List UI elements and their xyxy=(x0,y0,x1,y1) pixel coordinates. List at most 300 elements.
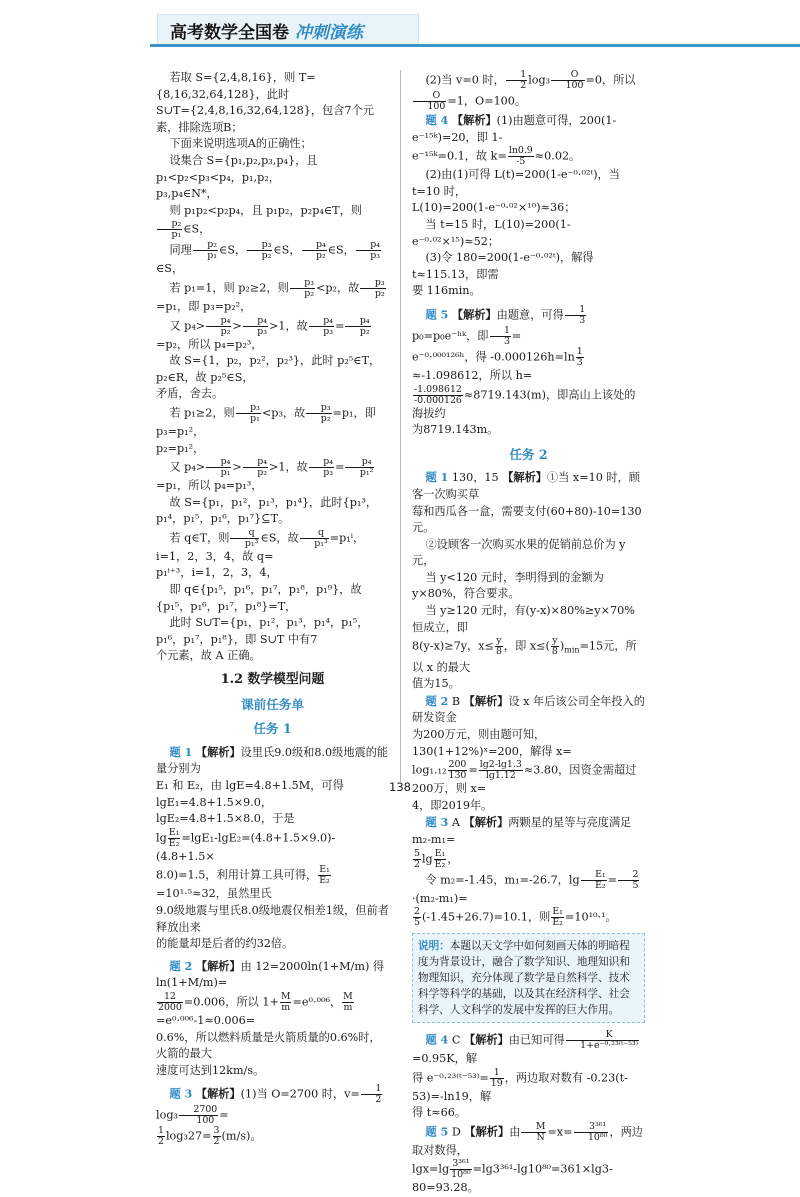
fraction xyxy=(581,870,607,891)
frac-den: 2 xyxy=(414,858,420,870)
question-label: 题 5 xyxy=(425,1124,449,1139)
text-line xyxy=(156,457,389,495)
frac-num: O xyxy=(551,70,584,81)
note-box xyxy=(412,933,645,1023)
fraction xyxy=(490,1068,504,1089)
frac-den: E₂ xyxy=(319,875,330,887)
header-title-main: 高考数学全国卷 xyxy=(170,23,289,43)
frac-num: q xyxy=(230,528,259,539)
frac-num: y xyxy=(552,635,558,647)
fraction xyxy=(206,316,231,337)
frac-den: p₂ xyxy=(220,325,231,337)
frac-num: p₃ xyxy=(290,278,315,289)
frac-num: p₃ xyxy=(247,240,272,251)
text-span: = xyxy=(335,460,345,474)
frac-den: p₂ xyxy=(374,287,385,299)
frac-den: 130 xyxy=(448,770,467,782)
question-label: 题 4 xyxy=(425,113,449,127)
question-label: 题 5 xyxy=(425,307,449,322)
fraction xyxy=(168,828,181,849)
frac-num: p₄ xyxy=(345,316,370,327)
text-span: 若 p₁=1，则 p₂≥2，则 xyxy=(169,281,289,295)
text-line xyxy=(412,907,645,928)
frac-num: E₁ xyxy=(552,906,563,918)
frac-num: p₂ xyxy=(193,240,218,251)
question-line xyxy=(156,744,389,778)
fraction xyxy=(290,278,315,299)
note-text: 本题以天文学中如何刻画天体的明暗程度为背景设计，融合了数学知识、地理知识和物理知识，充分体现了数学是自然科学、技术科学等科学的基础，以及其在经济科学、社会科学、人文科学的发展中发挥的巨大作用。 xyxy=(418,940,630,1017)
frac-num: ln0.9 xyxy=(508,145,533,157)
text-span: 得 e⁻⁰·²³⁽ᵗ⁻⁵³⁾= xyxy=(412,1071,489,1085)
text-span: =10¹·⁵≈32，虽然里氏 xyxy=(156,887,272,901)
text-span: =p₂，所以 p₄=p₂³， xyxy=(156,337,263,351)
text-span: ①当 x=10 时，顾客一次购买草 xyxy=(412,471,640,501)
frac-den: -0.000126 xyxy=(414,394,462,406)
frac-den: p₁³ xyxy=(314,537,328,549)
text-line xyxy=(412,849,645,870)
task-heading: 课前任务单 xyxy=(241,696,304,712)
answer-text: C xyxy=(451,1033,461,1047)
text-line: 0.6%，所以燃料质量是火箭质量的0.6%时，火箭的最大 xyxy=(156,1030,381,1061)
frac-num: p₄ xyxy=(309,316,334,327)
frac-den: 100 xyxy=(427,101,446,112)
text-span: = xyxy=(468,763,478,777)
section-heading: 1.2 数学模型问题 xyxy=(220,672,325,688)
text-span: = xyxy=(219,1108,229,1122)
frac-num: E₁ xyxy=(319,864,330,876)
text-span: > xyxy=(232,319,242,333)
frac-den: p₁ xyxy=(207,250,218,262)
frac-num: 3³⁶¹ xyxy=(450,1159,471,1170)
text-span: =0.95K，解 xyxy=(412,1052,478,1066)
fraction xyxy=(413,907,421,928)
question-line xyxy=(412,1030,645,1068)
text-span: (1)当 O=2700 时，v= xyxy=(240,1087,360,1101)
text-span: 同理 xyxy=(169,243,192,257)
text-span: 设 x 年后该公司全年投入的研发资金 xyxy=(412,694,645,725)
frac-num: M xyxy=(521,1122,546,1133)
frac-den: p₁² xyxy=(359,467,374,479)
text-line: 故 S={p₁，p₁²，p₁³，p₁⁴}，此时{p₁³，p₁⁴，p₁⁵，p₁⁶，p₁⁷}⊆T。 xyxy=(156,495,378,526)
frac-den: 3 xyxy=(503,335,510,347)
fraction xyxy=(479,760,523,781)
frac-den: 100 xyxy=(196,1115,215,1127)
left-column xyxy=(156,70,389,1147)
frac-den: p₃ xyxy=(323,325,334,337)
question-label: 题 4 xyxy=(425,1032,449,1047)
text-line: 要 116min。 xyxy=(412,284,481,298)
fraction xyxy=(618,870,639,891)
fraction xyxy=(157,992,183,1013)
frac-den: m xyxy=(281,1001,291,1013)
frac-num: p₄ xyxy=(345,457,374,468)
frac-den: 10⁸⁰ xyxy=(587,1131,608,1143)
question-label: 题 3 xyxy=(169,1086,193,1101)
text-line xyxy=(412,1159,645,1197)
text-line: 矛盾，舍去。 xyxy=(156,387,224,401)
text-span: 若 q∈T，则 xyxy=(169,531,230,545)
text-span: ， xyxy=(447,852,459,866)
text-line: 的能量却是后者的约32倍。 xyxy=(156,937,294,951)
text-span: ∈S， xyxy=(156,262,184,276)
text-line xyxy=(156,403,389,441)
frac-num: p₃ xyxy=(236,403,261,414)
text-span: =p₁，所以 p₄=p₁³， xyxy=(156,479,263,493)
text-span: ≈0.02。 xyxy=(534,149,581,163)
text-line: lgE₂=4.8+1.5×8.0，于是 xyxy=(156,812,295,826)
frac-num: p₄ xyxy=(206,316,231,327)
fraction xyxy=(413,91,446,112)
text-span: 又 p₄> xyxy=(169,319,206,333)
text-line xyxy=(156,316,389,354)
frac-num: 1 xyxy=(506,70,527,81)
frac-den: 5 xyxy=(414,917,420,929)
text-span: = xyxy=(335,319,345,333)
analysis-tag: 【解析】 xyxy=(464,1124,510,1139)
fraction xyxy=(356,240,381,261)
right-column xyxy=(412,70,645,1197)
fraction xyxy=(318,865,331,886)
header-title-accent: 冲刺演练 xyxy=(294,23,363,43)
text-line xyxy=(156,203,389,241)
text-span: =p₁ⁱ，i=1，2，3，4，故 q= xyxy=(156,531,365,563)
text-line: 设集合 S={p₁,p₂,p₃,p₄}，且 p₁<p₂<p₃<p₄，p₁,p₂， xyxy=(156,153,318,184)
page-header xyxy=(0,0,800,56)
frac-num: p₂ xyxy=(157,219,182,230)
frac-den: 3 xyxy=(576,356,583,368)
text-line: 个元素，故 A 正确。 xyxy=(156,649,261,663)
fraction xyxy=(413,849,421,870)
subscript: min xyxy=(564,645,580,655)
fraction xyxy=(508,146,534,167)
frac-num: lg2-lg1.3 xyxy=(479,759,522,771)
text-span: = xyxy=(607,873,618,887)
text-span: 两颗星的星等与亮度满足 m₂-m₁= xyxy=(412,816,632,846)
text-line xyxy=(412,870,645,908)
fraction xyxy=(345,457,374,478)
text-span: ∈S， xyxy=(273,243,301,257)
text-span: 则 p₁p₂<p₂p₄，且 p₁p₂，p₂p₄∈T，则 xyxy=(169,203,362,217)
frac-num: y xyxy=(496,635,502,647)
frac-num: 2700 xyxy=(179,1105,218,1116)
question-label: 题 3 xyxy=(425,815,449,830)
text-span: 8.0)=1.5，利用计算工具可得， xyxy=(156,868,318,882)
analysis-tag: 【解析】 xyxy=(463,693,509,708)
answer-text: D xyxy=(451,1125,461,1139)
text-span: <p₂，故 xyxy=(315,281,360,295)
fraction xyxy=(361,1084,382,1105)
frac-den: lg1.12 xyxy=(485,770,516,782)
fraction xyxy=(551,70,584,91)
text-line: E₁ 和 E₂，由 lgE=4.8+1.5M，可得 lgE₁=4.8+1.5×9.0， xyxy=(156,779,344,809)
text-span: 由 xyxy=(509,1125,521,1139)
fraction xyxy=(521,1122,546,1143)
text-span: ∈S，故 xyxy=(260,531,299,545)
text-span: >1，故 xyxy=(268,319,308,333)
frac-num: p₄ xyxy=(356,240,381,251)
text-span: (-1.45+26.7)=10.1，则 xyxy=(421,910,551,924)
text-span: ≈8719.143(m)，即高山上该处的海拔约 xyxy=(412,388,636,420)
fraction xyxy=(243,457,268,478)
answer-text: 130，15 xyxy=(451,471,499,485)
frac-num: K xyxy=(566,1030,639,1041)
frac-den: p₂ xyxy=(320,412,331,424)
text-span: log₃27= xyxy=(165,1129,212,1143)
text-span: ，即 x≤ xyxy=(503,639,546,653)
frac-den: p₁ xyxy=(220,467,231,479)
text-line: (2)由(1)可得 L(t)=200(1-e⁻⁰·⁰²ᵗ)，当 t=10 时， xyxy=(412,168,620,198)
frac-num: p₄ xyxy=(302,240,327,251)
question-line xyxy=(412,814,645,848)
text-span: =10¹⁰·¹。 xyxy=(564,910,617,924)
frac-den: p₂ xyxy=(257,467,267,479)
fraction xyxy=(280,992,292,1013)
frac-num: M xyxy=(280,990,291,1002)
question-line xyxy=(412,469,645,503)
text-span: =0，所以 xyxy=(585,73,636,87)
fraction xyxy=(360,278,385,299)
fraction xyxy=(342,992,354,1013)
text-line xyxy=(156,1126,389,1147)
text-line xyxy=(412,1068,645,1106)
text-line: 值为15。 xyxy=(412,677,460,691)
frac-num: 2 xyxy=(618,870,639,881)
text-span: 由题意，可得 xyxy=(496,308,564,322)
frac-num: 1 xyxy=(361,1084,382,1095)
text-span: =lg3³⁶¹-lg10⁸⁰=361×lg3-80=93.28。 xyxy=(412,1162,613,1195)
analysis-tag: 【解析】 xyxy=(451,307,497,322)
question-line xyxy=(412,693,645,727)
fraction xyxy=(551,907,564,928)
frac-num: p₄ xyxy=(206,457,231,468)
text-span: 由 12=2000ln(1+M/m) 得 ln(1+M/m)= xyxy=(156,959,385,990)
text-line xyxy=(156,278,389,316)
fraction xyxy=(247,240,272,261)
text-line xyxy=(412,70,645,112)
fraction xyxy=(434,849,447,870)
fraction xyxy=(206,457,231,478)
frac-den: N xyxy=(536,1131,545,1143)
frac-den: p₃ xyxy=(323,467,334,479)
frac-den: 19 xyxy=(490,1077,503,1089)
frac-den: 100 xyxy=(565,80,584,91)
frac-den: p₃ xyxy=(257,325,267,337)
question-line xyxy=(156,958,389,992)
fraction xyxy=(193,240,218,261)
analysis-tag: 【解析】 xyxy=(195,744,241,759)
text-span: e⁻⁰·⁰⁰⁰¹²⁶ʰ，得 -0.000126h=ln xyxy=(412,350,575,364)
frac-num: 1 xyxy=(490,1068,504,1079)
fraction xyxy=(236,403,261,424)
text-span: 由已知可得 xyxy=(508,1033,565,1047)
text-span: ≈-1.098612，所以 h= xyxy=(412,368,533,382)
text-line: p₂=p₁²， xyxy=(156,441,205,455)
frac-num: M xyxy=(343,990,353,1002)
task-heading: 任务 2 xyxy=(509,446,548,462)
frac-den: 8 xyxy=(495,646,502,658)
text-line xyxy=(156,528,389,566)
frac-den: 2 xyxy=(213,1136,220,1148)
analysis-tag: 【解析】 xyxy=(195,958,241,973)
fraction xyxy=(565,305,586,326)
text-span: 设里氏9.0级和8.0级地震的能量分别为 xyxy=(156,745,389,776)
frac-den: 3 xyxy=(579,314,586,326)
text-span: (m/s)。 xyxy=(221,1129,262,1143)
question-line xyxy=(412,112,645,146)
frac-den: p₂ xyxy=(304,287,314,299)
text-line: lg $\frac{\text{E₁}}{\text{E₂}}$ =lgE₁-lgE₂=(4.8+1.5×9.0)-(4.8+1.5× xyxy=(156,826,336,863)
text-line: L(10)=200(1-e⁻⁰·⁰²×¹⁰)≈36； xyxy=(412,201,576,215)
text-line: 速度可达到12km/s。 xyxy=(156,1063,265,1077)
frac-num: 200 xyxy=(448,759,467,771)
frac-num: O xyxy=(413,91,446,102)
text-span: (1)由题意可得，200(1-e⁻¹⁵ᵏ)=20，即 1- xyxy=(412,114,617,144)
fraction xyxy=(157,1126,165,1147)
frac-num: 12 xyxy=(157,992,183,1003)
text-line: 若取 S={2,4,8,16}，则 T={8,16,32,64,128}，此时 xyxy=(156,71,316,101)
frac-den: E₂ xyxy=(434,858,446,870)
text-span: lg xyxy=(421,852,433,866)
text-line: 此时 S∪T={p₁，p₁²，p₁³，p₁⁴，p₁⁵，p₁⁶，p₁⁷，p₁⁸}，即 S∪T 中有7 xyxy=(156,616,369,646)
text-span: log₃ xyxy=(156,1108,178,1122)
text-line xyxy=(156,240,389,278)
answer-text: B xyxy=(451,694,461,708)
text-line xyxy=(156,992,389,1030)
frac-den: 2 xyxy=(520,80,527,91)
analysis-tag: 【解析】 xyxy=(463,815,509,830)
frac-den: 1+e⁻⁰·²³⁽ᵗ⁻⁵³⁾ xyxy=(580,1040,639,1052)
frac-num: 1 xyxy=(565,305,586,316)
frac-den: 2000 xyxy=(158,1001,182,1013)
frac-num: p₄ xyxy=(309,457,334,468)
text-span: ∈S， xyxy=(183,222,211,236)
fraction xyxy=(413,385,463,406)
fraction xyxy=(490,326,511,347)
question-line xyxy=(156,1084,389,1126)
text-span: (2)当 v=0 时， xyxy=(425,73,505,87)
text-line: 8(y-x)≥7y，x≤ $\frac{y}{8}$ ，即 x≤( $\frac{y}{8}$ )$_{min}=15$元，所以 x 的最大 xyxy=(412,635,637,674)
text-line: p₃,p₄∈N*， xyxy=(156,187,218,201)
fraction xyxy=(230,528,259,549)
text-span: log₁.₁₂ xyxy=(412,763,447,777)
frac-den: E₂ xyxy=(595,879,606,891)
frac-den: p₃ xyxy=(370,250,381,262)
frac-den: p₂ xyxy=(315,250,326,262)
frac-num: 3 xyxy=(213,1125,220,1137)
text-span: =e⁰·⁰⁰⁶， xyxy=(292,995,342,1009)
fraction xyxy=(450,1159,471,1180)
text-span: p₀=p₀e⁻ʰᵏ，即 xyxy=(412,329,489,343)
text-span: lgx=lg xyxy=(412,1162,450,1176)
frac-den: 8 xyxy=(551,646,558,658)
frac-num: E₁ xyxy=(168,826,180,838)
column-divider xyxy=(400,70,401,782)
fraction xyxy=(300,528,329,549)
fraction xyxy=(306,403,331,424)
header-rule xyxy=(150,44,800,47)
text-span: ∈S， xyxy=(327,243,355,257)
text-line: 为200万元，则由题可知，130(1+12%)ˣ=200，解得 x= xyxy=(412,727,572,758)
note-label: 说明： xyxy=(418,940,450,953)
frac-num: p₃ xyxy=(306,403,331,414)
frac-num: q xyxy=(300,528,329,539)
question-line xyxy=(412,1122,645,1160)
text-line: 当 y<120 元时，李明得到的金额为 y×80%，符合要求。 xyxy=(412,570,604,601)
frac-num: p₃ xyxy=(360,278,385,289)
frac-den: 2 xyxy=(375,1094,382,1106)
frac-num: -1.098612 xyxy=(414,383,462,395)
text-span: =15元，所以 x 的最大 xyxy=(412,639,637,674)
text-span: =0.006，所以 1+ xyxy=(183,995,279,1009)
frac-den: 5 xyxy=(632,879,639,891)
fraction xyxy=(309,457,334,478)
text-span: ∈S， xyxy=(219,243,247,257)
text-span: 令 m₂=-1.45，m₁=-26.7，lg xyxy=(425,873,580,887)
frac-den: E₂ xyxy=(552,917,563,929)
text-line: p₁ⁱ⁺³，i=1，2，3，4， xyxy=(156,566,278,580)
question-label: 题 2 xyxy=(425,693,449,708)
frac-den: 10⁸⁰ xyxy=(451,1169,471,1181)
fraction xyxy=(495,636,503,657)
page-number: 138 xyxy=(389,780,411,794)
text-span: =p₁，即 p₃=p₁²， xyxy=(156,406,376,438)
text-line xyxy=(412,146,645,167)
fraction xyxy=(576,347,584,368)
frac-den: p₂ xyxy=(261,250,272,262)
fraction xyxy=(213,1126,221,1147)
fraction xyxy=(574,1122,609,1143)
fraction xyxy=(179,1105,218,1126)
text-span: =p₁，即 p₃=p₂²， xyxy=(156,299,252,313)
text-span: ≈3.80，因资金需超过200万，则 x= xyxy=(412,763,637,796)
analysis-tag: 【解析】 xyxy=(195,1086,241,1101)
text-line: 当 t=15 时，L(10)=200(1-e⁻⁰·⁰²×¹⁵)≈52； xyxy=(412,217,571,248)
text-line: 下面来说明选项A的正确性； xyxy=(169,137,312,151)
text-span: log₃ xyxy=(528,73,551,87)
text-line: 即 q∈{p₁⁵，p₁⁶，p₁⁷，p₁⁸，p₁⁹}，故{p₁⁵，p₁⁶，p₁⁷，p₁⁸}=T， xyxy=(156,583,362,613)
fraction xyxy=(157,219,182,240)
text-span: >1，故 xyxy=(268,460,308,474)
text-line: S∪T={2,4,8,16,32,64,128}，包含7个元素，排除选项B； xyxy=(156,104,374,134)
question-label: 题 2 xyxy=(169,958,193,973)
text-span: =x= xyxy=(547,1125,573,1139)
frac-den: m xyxy=(343,1001,353,1013)
fraction xyxy=(302,240,327,261)
frac-num: p₄ xyxy=(243,457,268,468)
text-span: ·(m₂-m₁)= xyxy=(412,891,468,905)
text-span: =1，O=100。 xyxy=(447,94,527,108)
analysis-tag: 【解析】 xyxy=(502,470,547,485)
text-line: 9.0级地震与里氏8.0级地震仅相差1级，但前者释放出来 xyxy=(156,903,389,934)
text-span: ，两边取对数有 -0.23(t-53)=-ln19，解 xyxy=(412,1071,628,1103)
fraction xyxy=(551,636,559,657)
frac-num: 1 xyxy=(158,1125,164,1137)
text-line: 4，即2019年。 xyxy=(412,798,493,812)
frac-num: 5 xyxy=(414,847,420,859)
frac-den: p₁ xyxy=(250,412,260,424)
text-line: 得 t≈66。 xyxy=(412,1106,467,1120)
text-span: 又 p₄> xyxy=(169,460,206,474)
frac-den: 2 xyxy=(158,1136,164,1148)
text-span: 若 p₁≥2，则 xyxy=(169,406,235,420)
fraction xyxy=(506,70,527,91)
text-line xyxy=(412,385,645,423)
text-span: =lgE₁-lgE₂=(4.8+1.5×9.0)-(4.8+1.5× xyxy=(156,831,336,863)
frac-num: E₁ xyxy=(434,847,446,859)
question-line xyxy=(412,305,645,347)
text-line: 故 S={1，p₂，p₂²，p₂³}，此时 p₂⁵∈T，p₂∈R，故 p₂⁵∈S， xyxy=(156,354,381,384)
frac-den: p₁³ xyxy=(244,537,259,549)
